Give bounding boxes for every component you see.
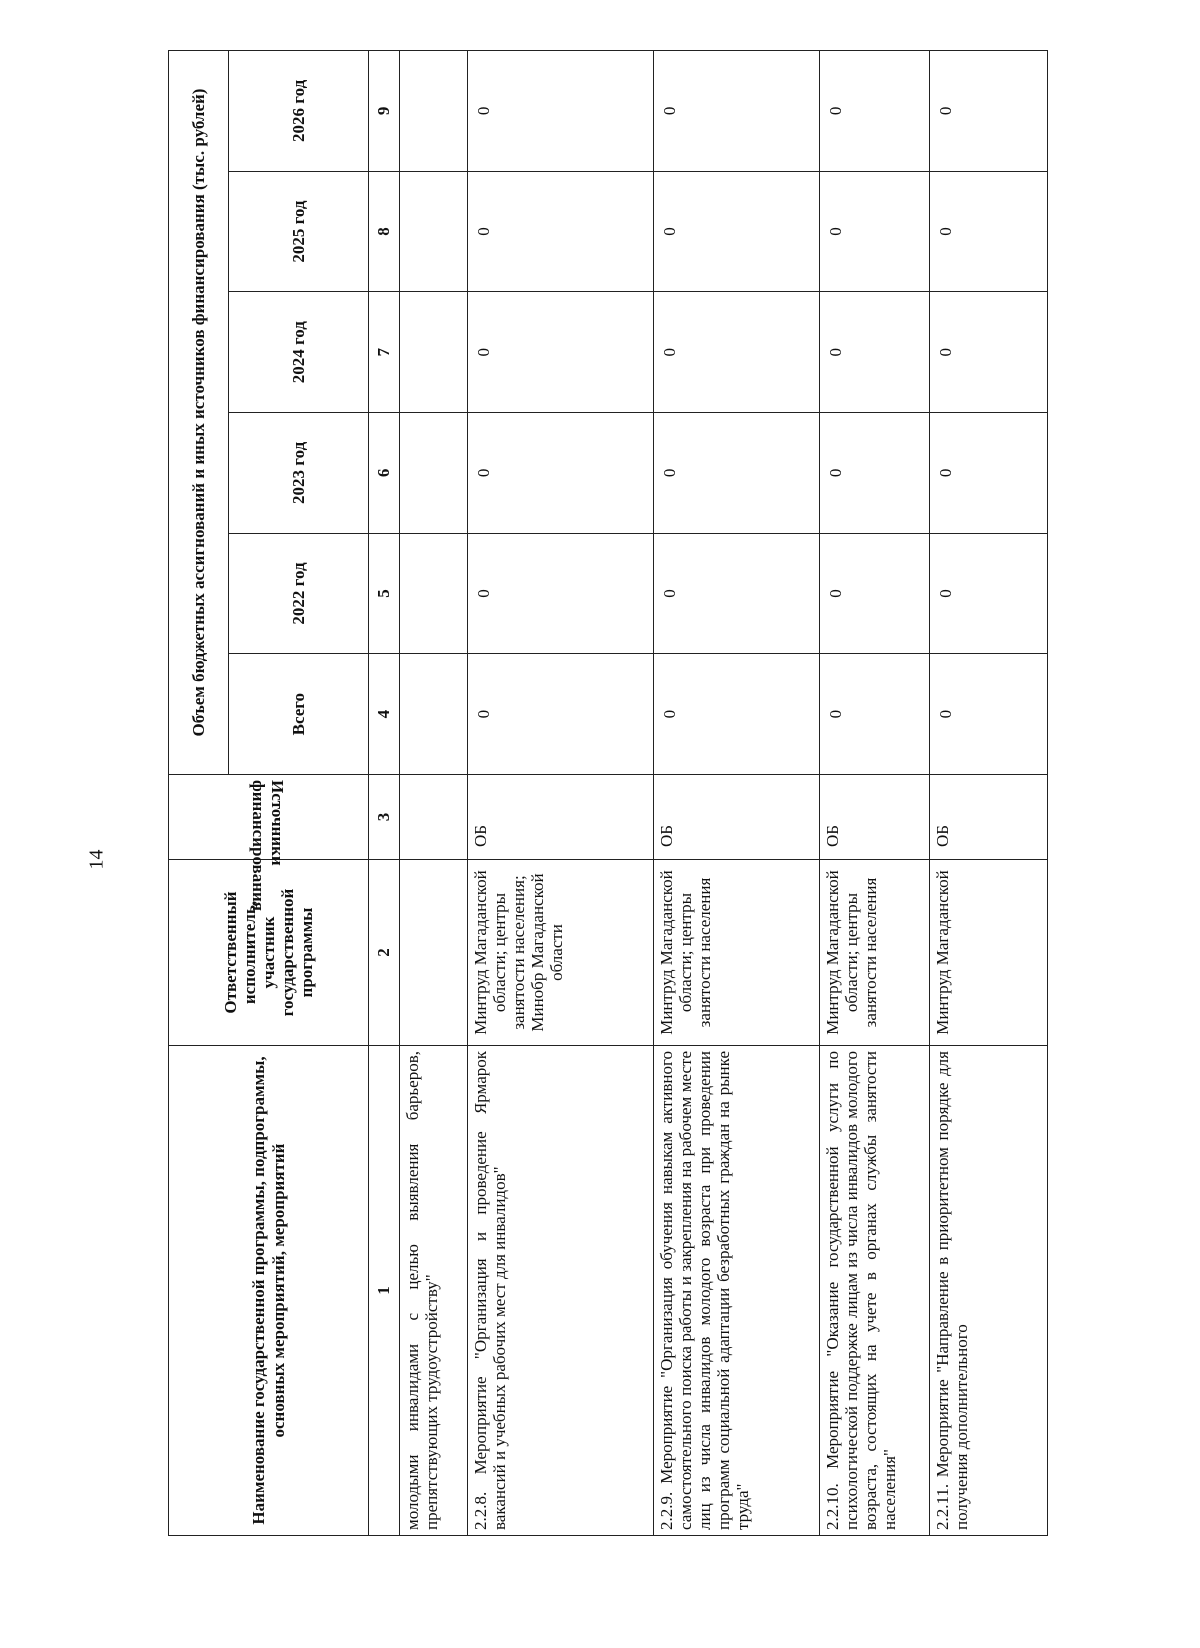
column-number: 5: [369, 533, 400, 654]
value-2025: [400, 171, 468, 292]
table-row: [468, 50, 654, 1535]
activity-name: 2.2.8. Мероприятие "Организация и проведение Ярмарок вакансий и учебных рабочих мест для инвалидов": [468, 1046, 654, 1536]
source-cell: ОБ: [654, 775, 820, 860]
value-2025: 0: [654, 171, 820, 292]
value-2024: [400, 292, 468, 413]
activity-name: молодыми инвалидами с целью выявления барьеров, препятствующих трудоустройству": [400, 1046, 468, 1536]
value-total: 0: [930, 654, 1048, 775]
source-cell: ОБ: [820, 775, 930, 860]
header-year-2026: 2026 год: [229, 50, 369, 171]
value-2024: 0: [930, 292, 1048, 413]
header-year-2022: 2022 год: [229, 533, 369, 654]
source-cell: ОБ: [468, 775, 654, 860]
value-2026: 0: [654, 50, 820, 171]
value-2023: 0: [930, 413, 1048, 534]
value-total: 0: [654, 654, 820, 775]
source-cell: ОБ: [930, 775, 1048, 860]
column-number: 1: [369, 1046, 400, 1536]
header-funding-source-text: Источники финансирования: [249, 780, 288, 911]
header-executor: Ответственный исполнитель, участник государственной программы: [169, 860, 369, 1046]
value-2023: 0: [654, 413, 820, 534]
executor-cell: Минтруд Магаданской области; центры занятости населения: [654, 860, 820, 1046]
header-program-name: Наименование государственной программы, подпрограммы, основных мероприятий, мероприятий: [169, 1046, 369, 1536]
header-year-2025: 2025 год: [229, 171, 369, 292]
value-2024: 0: [820, 292, 930, 413]
column-number: 9: [369, 50, 400, 171]
value-2026: 0: [468, 50, 654, 171]
executor-cell: Минтруд Магаданской области; центры занятости населения; Минобр Магаданской области: [468, 860, 654, 1046]
activity-name: 2.2.10. Мероприятие "Оказание государственной услуги по психологической поддержке лицам из числа инвалидов молодого возраста, состоящих на учете в органах службы занятости населения": [820, 1046, 930, 1536]
value-2024: 0: [654, 292, 820, 413]
value-total: [400, 654, 468, 775]
column-number: 2: [369, 860, 400, 1046]
table-row: [820, 50, 930, 1535]
header-year-2023: 2023 год: [229, 413, 369, 534]
column-number: 3: [369, 775, 400, 860]
table-row: [400, 50, 468, 1535]
activity-name: 2.2.9. Мероприятие "Организация обучения навыкам активного самостоятельного поиска работы и закрепления на рабочем месте лиц из числа инвалидов молодого возраста при проведении программ социальной адаптации безработных граждан на рынке труда": [654, 1046, 820, 1536]
header-year-2024: 2024 год: [229, 292, 369, 413]
executor-cell: [400, 860, 468, 1046]
value-2023: [400, 413, 468, 534]
page-number: 14: [85, 849, 108, 870]
value-2022: 0: [468, 533, 654, 654]
value-2025: 0: [930, 171, 1048, 292]
funding-table: [168, 50, 1048, 1536]
source-cell: [400, 775, 468, 860]
column-number: 8: [369, 171, 400, 292]
column-number: 6: [369, 413, 400, 534]
value-2026: 0: [820, 50, 930, 171]
value-2022: 0: [930, 533, 1048, 654]
value-total: 0: [468, 654, 654, 775]
value-2023: 0: [820, 413, 930, 534]
value-2024: 0: [468, 292, 654, 413]
value-2022: [400, 533, 468, 654]
activity-name: 2.2.11. Мероприятие "Направление в приоритетном порядке для получения дополнительного: [930, 1046, 1048, 1536]
value-total: 0: [820, 654, 930, 775]
executor-cell: Минтруд Магаданской области; центры занятости населения: [820, 860, 930, 1046]
value-2022: 0: [654, 533, 820, 654]
column-number: 4: [369, 654, 400, 775]
executor-cell: Минтруд Магаданской: [930, 860, 1048, 1046]
value-2022: 0: [820, 533, 930, 654]
header-funding-volume: Объем бюджетных ассигнований и иных источников финансирования (тыс. рублей): [169, 50, 229, 774]
value-2026: [400, 50, 468, 171]
header-total: Всего: [229, 654, 369, 775]
value-2026: 0: [930, 50, 1048, 171]
rotated-page: [168, 51, 1048, 1536]
value-2025: 0: [820, 171, 930, 292]
value-2023: 0: [468, 413, 654, 534]
column-number: 7: [369, 292, 400, 413]
value-2025: 0: [468, 171, 654, 292]
table-row: [654, 50, 820, 1535]
table-row: [930, 50, 1048, 1535]
header-funding-source: [169, 775, 369, 911]
